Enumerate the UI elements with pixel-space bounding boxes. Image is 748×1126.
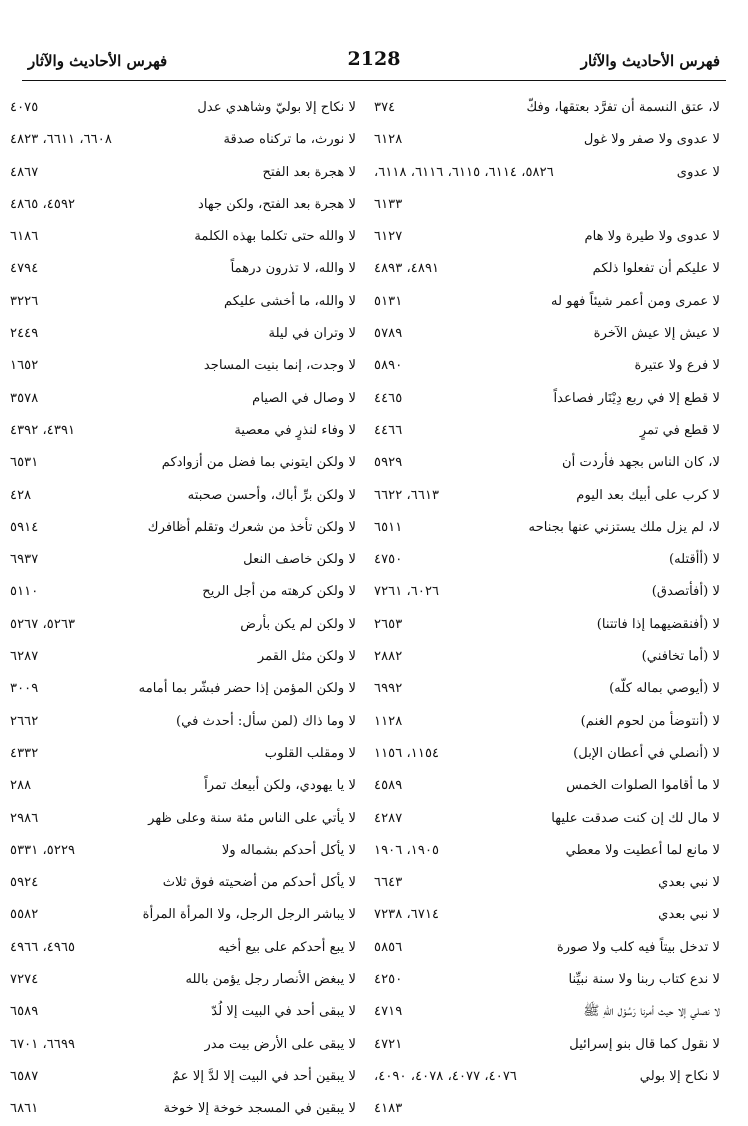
index-entry (10, 286, 362, 318)
entry-text: لا، كان الناس بجهد فأردت أن (561, 455, 720, 471)
index-entry (374, 253, 726, 285)
entry-text: لا عدوى ولا صفر ولا غول (583, 132, 720, 148)
index-entry (374, 899, 726, 931)
entry-text: لا (أأقتله) (668, 552, 720, 568)
page-header (22, 46, 726, 80)
entry-text: لا يبقى أحد في البيت إلا لُدّ (211, 1004, 356, 1020)
index-entry (374, 286, 726, 318)
index-entry (374, 544, 726, 576)
entry-line (10, 350, 362, 382)
entry-text: لا ولكن المؤمن إذا حضر فبشّر بما أمامه (138, 681, 356, 697)
entry-text: لا (أفأتصدق) (651, 584, 720, 600)
index-entry (374, 124, 726, 156)
entry-text: لا قطع في تمرٍ (639, 422, 720, 438)
entry-text: لا يأكل أحدكم من أضحيته فوق ثلاث (162, 875, 356, 891)
entry-text: لا ما أقاموا الصلوات الخمس (566, 778, 720, 794)
entry-numbers: ٥٨٩٠ (374, 358, 403, 374)
entry-line (374, 899, 726, 931)
index-entry (10, 253, 362, 285)
entry-line (10, 189, 362, 221)
entry-line (374, 447, 726, 479)
entry-line (374, 544, 726, 576)
entry-line (10, 157, 362, 189)
index-entry (374, 673, 726, 705)
entry-numbers: ٧٢٧٤ (10, 972, 39, 988)
entry-line (374, 706, 726, 738)
entry-text: لا تدخل بيتاً فيه كلب ولا صورة (556, 939, 720, 955)
entry-text: لا نصلي إلا حيث أمرنا رَسُوْل اللهِ ﷺ (583, 1004, 720, 1020)
entry-text: لا وما ذاك (لمن سأل: أحدث في) (175, 713, 356, 729)
entry-line (374, 253, 726, 285)
entry-numbers: ٤٧٥٠ (374, 552, 403, 568)
entry-text: لا نبي بعدي (658, 907, 720, 923)
index-entry (10, 964, 362, 996)
index-entry (10, 447, 362, 479)
index-entry (10, 318, 362, 350)
entry-numbers: ٥١١٠ (10, 584, 39, 600)
entry-text: لا يبغض الأنصار رجل يؤمن بالله (185, 972, 356, 988)
entry-text: لا نورث، ما تركناه صدقة (223, 132, 356, 148)
entry-text: لا هجرة بعد الفتح (262, 164, 356, 180)
index-entry (10, 673, 362, 705)
index-entry (374, 383, 726, 415)
entry-text: لا فرع ولا عتيرة (634, 358, 720, 374)
index-entry (10, 480, 362, 512)
entry-text: لا (أيوصي بماله كلّه) (609, 681, 720, 697)
entry-line (374, 157, 726, 189)
entry-line (10, 1093, 362, 1125)
entry-numbers-continued: ٦١٣٣ (374, 196, 403, 212)
index-entry (10, 92, 362, 124)
entry-numbers: ٦٦٤٣ (374, 875, 403, 891)
entry-text: لا وصال في الصيام (252, 390, 356, 406)
entry-numbers: ٦٦٠٨، ٦٦١١، ٤٨٢٣ (10, 132, 112, 148)
entry-numbers: ٥٨٥٦ (374, 939, 403, 955)
entry-text: لا وتران في ليلة (268, 326, 356, 342)
entry-numbers: ٢٦٥٣ (374, 616, 403, 632)
index-entry (374, 92, 726, 124)
entry-line (374, 996, 726, 1028)
index-entry (374, 641, 726, 673)
entry-text: لا ندع كتاب ربنا ولا سنة نبيِّنا (568, 972, 720, 988)
entry-line (10, 124, 362, 156)
index-entry (374, 738, 726, 770)
entry-numbers: ٤٤٦٦ (374, 422, 403, 438)
entry-numbers: ١٦٥٢ (10, 358, 39, 374)
entry-text: لا يبقين أحد في البيت إلا لدَّ إلا عمٌ (172, 1068, 356, 1084)
entry-line (374, 770, 726, 802)
entry-numbers: ٦٥٨٧ (10, 1068, 39, 1084)
index-entry (10, 189, 362, 221)
index-entry (374, 447, 726, 479)
entry-line (10, 899, 362, 931)
entry-numbers: ٦٥٨٩ (10, 1004, 39, 1020)
index-entry (374, 996, 726, 1028)
entry-text: لا عليكم أن تفعلوا ذلكم (592, 261, 720, 277)
index-entry (374, 867, 726, 899)
entry-numbers: ٤٢٨ (10, 487, 32, 503)
entry-line (10, 706, 362, 738)
index-entry (374, 1029, 726, 1061)
entry-line (10, 415, 362, 447)
index-entry (10, 544, 362, 576)
index-entry (10, 803, 362, 835)
entry-numbers: ٥٢٢٩، ٥٣٣١ (10, 842, 76, 858)
entry-line (374, 932, 726, 964)
entry-line (10, 253, 362, 285)
entry-text: لا نبي بعدي (658, 875, 720, 891)
index-entry (10, 641, 362, 673)
index-entry (374, 609, 726, 641)
index-entry (10, 124, 362, 156)
entry-text: لا عدوى ولا طيرة ولا هام (584, 229, 720, 245)
entry-numbers: ٤٧٢١ (374, 1036, 403, 1052)
entry-numbers: ٦٩٣٧ (10, 552, 39, 568)
index-entry (10, 157, 362, 189)
entry-numbers: ٣٠٠٩ (10, 681, 39, 697)
entry-text: لا نقول كما قال بنو إسرائيل (569, 1036, 720, 1052)
index-entry (10, 996, 362, 1028)
entry-line (374, 867, 726, 899)
entry-numbers: ٣٧٤ (374, 100, 396, 115)
index-entry (10, 867, 362, 899)
entry-text: لا يبع أحدكم على بيع أخيه (218, 939, 356, 955)
entry-text: لا ولكن كرهته من أجل الريح (202, 584, 356, 600)
index-entry (374, 770, 726, 802)
entry-numbers: ٦٥١١ (374, 519, 403, 535)
entry-line (10, 835, 362, 867)
entry-text: لا يأتي على الناس مئة سنة وعلى ظهر (148, 810, 356, 826)
index-entry (374, 512, 726, 544)
entry-line (10, 318, 362, 350)
entry-numbers-continued: ٤١٨٣ (374, 1101, 403, 1117)
entry-line (374, 803, 726, 835)
index-entry (10, 383, 362, 415)
entry-text: لا (أفنقضيهما إذا فاتتنا) (596, 616, 720, 632)
index-entry (10, 415, 362, 447)
entry-text: لا (أما تخافني) (641, 649, 720, 665)
index-entry (10, 1061, 362, 1093)
index-entry (374, 964, 726, 996)
entry-numbers: ٤٥٩٢، ٤٨٦٥ (10, 196, 76, 212)
entry-text: لا وجدت، إنما بنيت المساجد (203, 358, 356, 374)
entry-line (374, 673, 726, 705)
index-entry (374, 835, 726, 867)
entry-text: لا ولكن لم يكن بأرض (240, 616, 356, 632)
entry-numbers: ١٩٠٥، ١٩٠٦ (374, 842, 440, 858)
entry-line (374, 383, 726, 415)
index-entry (10, 221, 362, 253)
index-entry (374, 350, 726, 382)
entry-line (10, 803, 362, 835)
index-entry (374, 803, 726, 835)
entry-line (10, 932, 362, 964)
entry-numbers: ١١٥٤، ١١٥٦ (374, 745, 440, 761)
entry-numbers: ٦٧١٤، ٧٢٣٨ (374, 907, 440, 923)
entry-line (374, 609, 726, 641)
running-title-right: فهرس الأحاديث والآثار (580, 52, 720, 70)
entry-numbers: ٤٨٩١، ٤٨٩٣ (374, 261, 440, 277)
header-rule (22, 80, 726, 81)
entry-line (10, 544, 362, 576)
entry-line (10, 770, 362, 802)
entry-line (10, 867, 362, 899)
entry-line (374, 738, 726, 770)
entry-line (10, 964, 362, 996)
entry-numbers: ٦١٨٦ (10, 229, 39, 245)
entry-line (10, 480, 362, 512)
entry-text: لا ولكن ايتوني بما فضل من أزوادكم (161, 455, 356, 471)
entry-line (10, 1029, 362, 1061)
entry-numbers: ٤٩٦٥، ٤٩٦٦ (10, 939, 76, 955)
entry-line (374, 835, 726, 867)
entry-line (10, 92, 362, 124)
entry-line (374, 350, 726, 382)
entry-line (10, 221, 362, 253)
entry-numbers: ٤٣٩١، ٤٣٩٢ (10, 422, 76, 438)
entry-numbers: ٥٨٢٦، ٦١١٤، ٦١١٥، ٦١١٦، ٦١١٨، (374, 164, 554, 180)
entry-line (374, 576, 726, 608)
entry-text: لا (أنصلي في أعطان الإبل) (573, 745, 720, 761)
entry-text: لا والله حتى تكلما بهذه الكلمة (194, 229, 356, 245)
left-column (10, 92, 362, 1126)
entry-text: لا يأكل أحدكم بشماله ولا (221, 842, 356, 858)
index-entry (10, 1093, 362, 1125)
entry-numbers: ٦٦٩٩، ٦٧٠١ (10, 1036, 76, 1052)
entry-numbers: ٢٨٨ (10, 778, 32, 794)
entry-numbers: ٤٢٨٧ (374, 810, 403, 826)
index-entry (10, 576, 362, 608)
index-entry (374, 415, 726, 447)
entry-numbers: ٦٨٦١ (10, 1101, 39, 1117)
entry-numbers: ٦٥٣١ (10, 455, 39, 471)
entry-text: لا ومقلب القلوب (264, 745, 356, 761)
entry-numbers: ٦٠٢٦، ٧٢٦١ (374, 584, 440, 600)
entry-text: لا، لم يزل ملك يستزني عنها بجناحه (528, 519, 720, 535)
entry-line (10, 738, 362, 770)
entry-text: لا نكاح إلا بوليّ وشاهدي عدل (197, 100, 356, 115)
entry-numbers: ٥٢٦٣، ٥٢٦٧ (10, 616, 76, 632)
entry-numbers: ٢٨٨٢ (374, 649, 403, 665)
entry-text: لا يا يهودي، ولكن أبيعك تمراً (204, 778, 356, 794)
index-entry (374, 706, 726, 738)
entry-numbers: ٥١٣١ (374, 293, 403, 309)
entry-line (10, 1061, 362, 1093)
entry-line (374, 512, 726, 544)
index-entry (10, 512, 362, 544)
entry-line (374, 221, 726, 253)
entry-text: لا عدوى (676, 164, 720, 180)
entry-line (374, 286, 726, 318)
right-column (374, 92, 726, 1126)
entry-numbers: ٢٦٦٢ (10, 713, 39, 729)
index-entry (374, 480, 726, 512)
entry-line (10, 996, 362, 1028)
index-entry (10, 770, 362, 802)
running-title-left: فهرس الأحاديث والآثار (28, 52, 168, 70)
entry-numbers: ٤٠٧٦، ٤٠٧٧، ٤٠٧٨، ٤٠٩٠، (374, 1068, 517, 1084)
entry-text: لا وفاء لنذرٍ في معصية (234, 422, 356, 438)
entry-line (374, 1029, 726, 1061)
entry-numbers: ٤٤٦٥ (374, 390, 403, 406)
entry-numbers: ٤٨٦٧ (10, 164, 39, 180)
entry-numbers: ٤٠٧٥ (10, 100, 39, 115)
entry-text: لا كرب على أبيك بعد اليوم (576, 487, 720, 503)
index-entry (10, 350, 362, 382)
entry-continuation-line (374, 1093, 726, 1125)
entry-text: لا يبقى على الأرض بيت مدر (204, 1036, 356, 1052)
entry-text: لا ولكن مثل القمر (257, 649, 356, 665)
entry-text: لا مانع لما أعطيت ولا معطي (565, 842, 720, 858)
entry-numbers: ٤٣٣٢ (10, 745, 39, 761)
entry-line (374, 124, 726, 156)
entry-numbers: ٦٦١٣، ٦٦٢٢ (374, 487, 440, 503)
index-entry (10, 835, 362, 867)
entry-line (10, 447, 362, 479)
index-entry (10, 1029, 362, 1061)
entry-line (10, 383, 362, 415)
entry-text: لا مال لك إن كنت صدقت عليها (551, 810, 720, 826)
index-entry (374, 221, 726, 253)
entry-numbers: ٤٧١٩ (374, 1004, 403, 1020)
entry-line (374, 964, 726, 996)
entry-numbers: ٦١٢٨ (374, 132, 403, 148)
entry-line (374, 641, 726, 673)
index-entry (374, 157, 726, 222)
entry-continuation-line (374, 189, 726, 221)
entry-text: لا عيش إلا عيش الآخرة (593, 326, 720, 342)
entry-text: لا ولكن برِّ أباك، وأحسن صحبته (187, 487, 356, 503)
index-entry (10, 932, 362, 964)
entry-text: لا هجرة بعد الفتح، ولكن جهاد (197, 196, 356, 212)
entry-line (374, 318, 726, 350)
index-entry (374, 932, 726, 964)
entry-line (10, 286, 362, 318)
entry-text: لا ولكن تأخذ من شعرك وتقلم أظافرك (147, 519, 356, 535)
entry-text: لا نكاح إلا بولي (639, 1068, 720, 1084)
entry-text: لا (أنتوضأ من لحوم الغنم) (580, 713, 720, 729)
entry-text: لا والله، لا تذرون درهماً (230, 261, 356, 277)
entry-numbers: ٣٢٢٦ (10, 293, 39, 309)
entry-line (10, 609, 362, 641)
page-number: 2128 (347, 48, 401, 70)
entry-numbers: ٥٩٢٩ (374, 455, 403, 471)
entry-text: لا والله، ما أخشى عليكم (224, 293, 356, 309)
index-entry (10, 899, 362, 931)
entry-text: لا يبقين في المسجد خوخة إلا خوخة (163, 1101, 356, 1117)
entry-numbers: ٤٥٨٩ (374, 778, 403, 794)
index-entry (374, 576, 726, 608)
entry-numbers: ٦٩٩٢ (374, 681, 403, 697)
entry-text: لا قطع إلا في ربع دِيْنَار فصاعداً (553, 390, 720, 406)
entry-line (374, 92, 726, 124)
entry-text: لا عمرى ومن أعمر شيئاً فهو له (551, 293, 720, 309)
index-entry (10, 609, 362, 641)
entry-numbers: ٥٩٢٤ (10, 875, 39, 891)
entry-numbers: ٢٩٨٦ (10, 810, 39, 826)
entry-line (374, 1061, 726, 1093)
entry-numbers: ٦٢٨٧ (10, 649, 39, 665)
entry-line (10, 673, 362, 705)
entry-numbers: ٥٥٨٢ (10, 907, 39, 923)
entry-numbers: ١١٢٨ (374, 713, 403, 729)
entry-numbers: ٢٤٤٩ (10, 326, 39, 342)
entry-line (10, 512, 362, 544)
index-entry (10, 706, 362, 738)
entry-numbers: ٥٧٨٩ (374, 326, 403, 342)
entry-numbers: ٣٥٧٨ (10, 390, 39, 406)
entry-line (10, 576, 362, 608)
index-entry (374, 318, 726, 350)
entry-text: لا يباشر الرجل الرجل، ولا المرأة المرأة (142, 907, 356, 923)
entry-text: لا ولكن خاصف النعل (243, 552, 356, 568)
entry-numbers: ٤٢٥٠ (374, 972, 403, 988)
entry-line (374, 480, 726, 512)
entry-numbers: ٦١٢٧ (374, 229, 403, 245)
entry-numbers: ٤٧٩٤ (10, 261, 39, 277)
entry-text: لا، عتق النسمة أن تفرَّد بعتقها، وفكّ (526, 100, 720, 115)
entry-line (10, 641, 362, 673)
entry-numbers: ٥٩١٤ (10, 519, 39, 535)
index-entry (10, 738, 362, 770)
entry-line (374, 415, 726, 447)
